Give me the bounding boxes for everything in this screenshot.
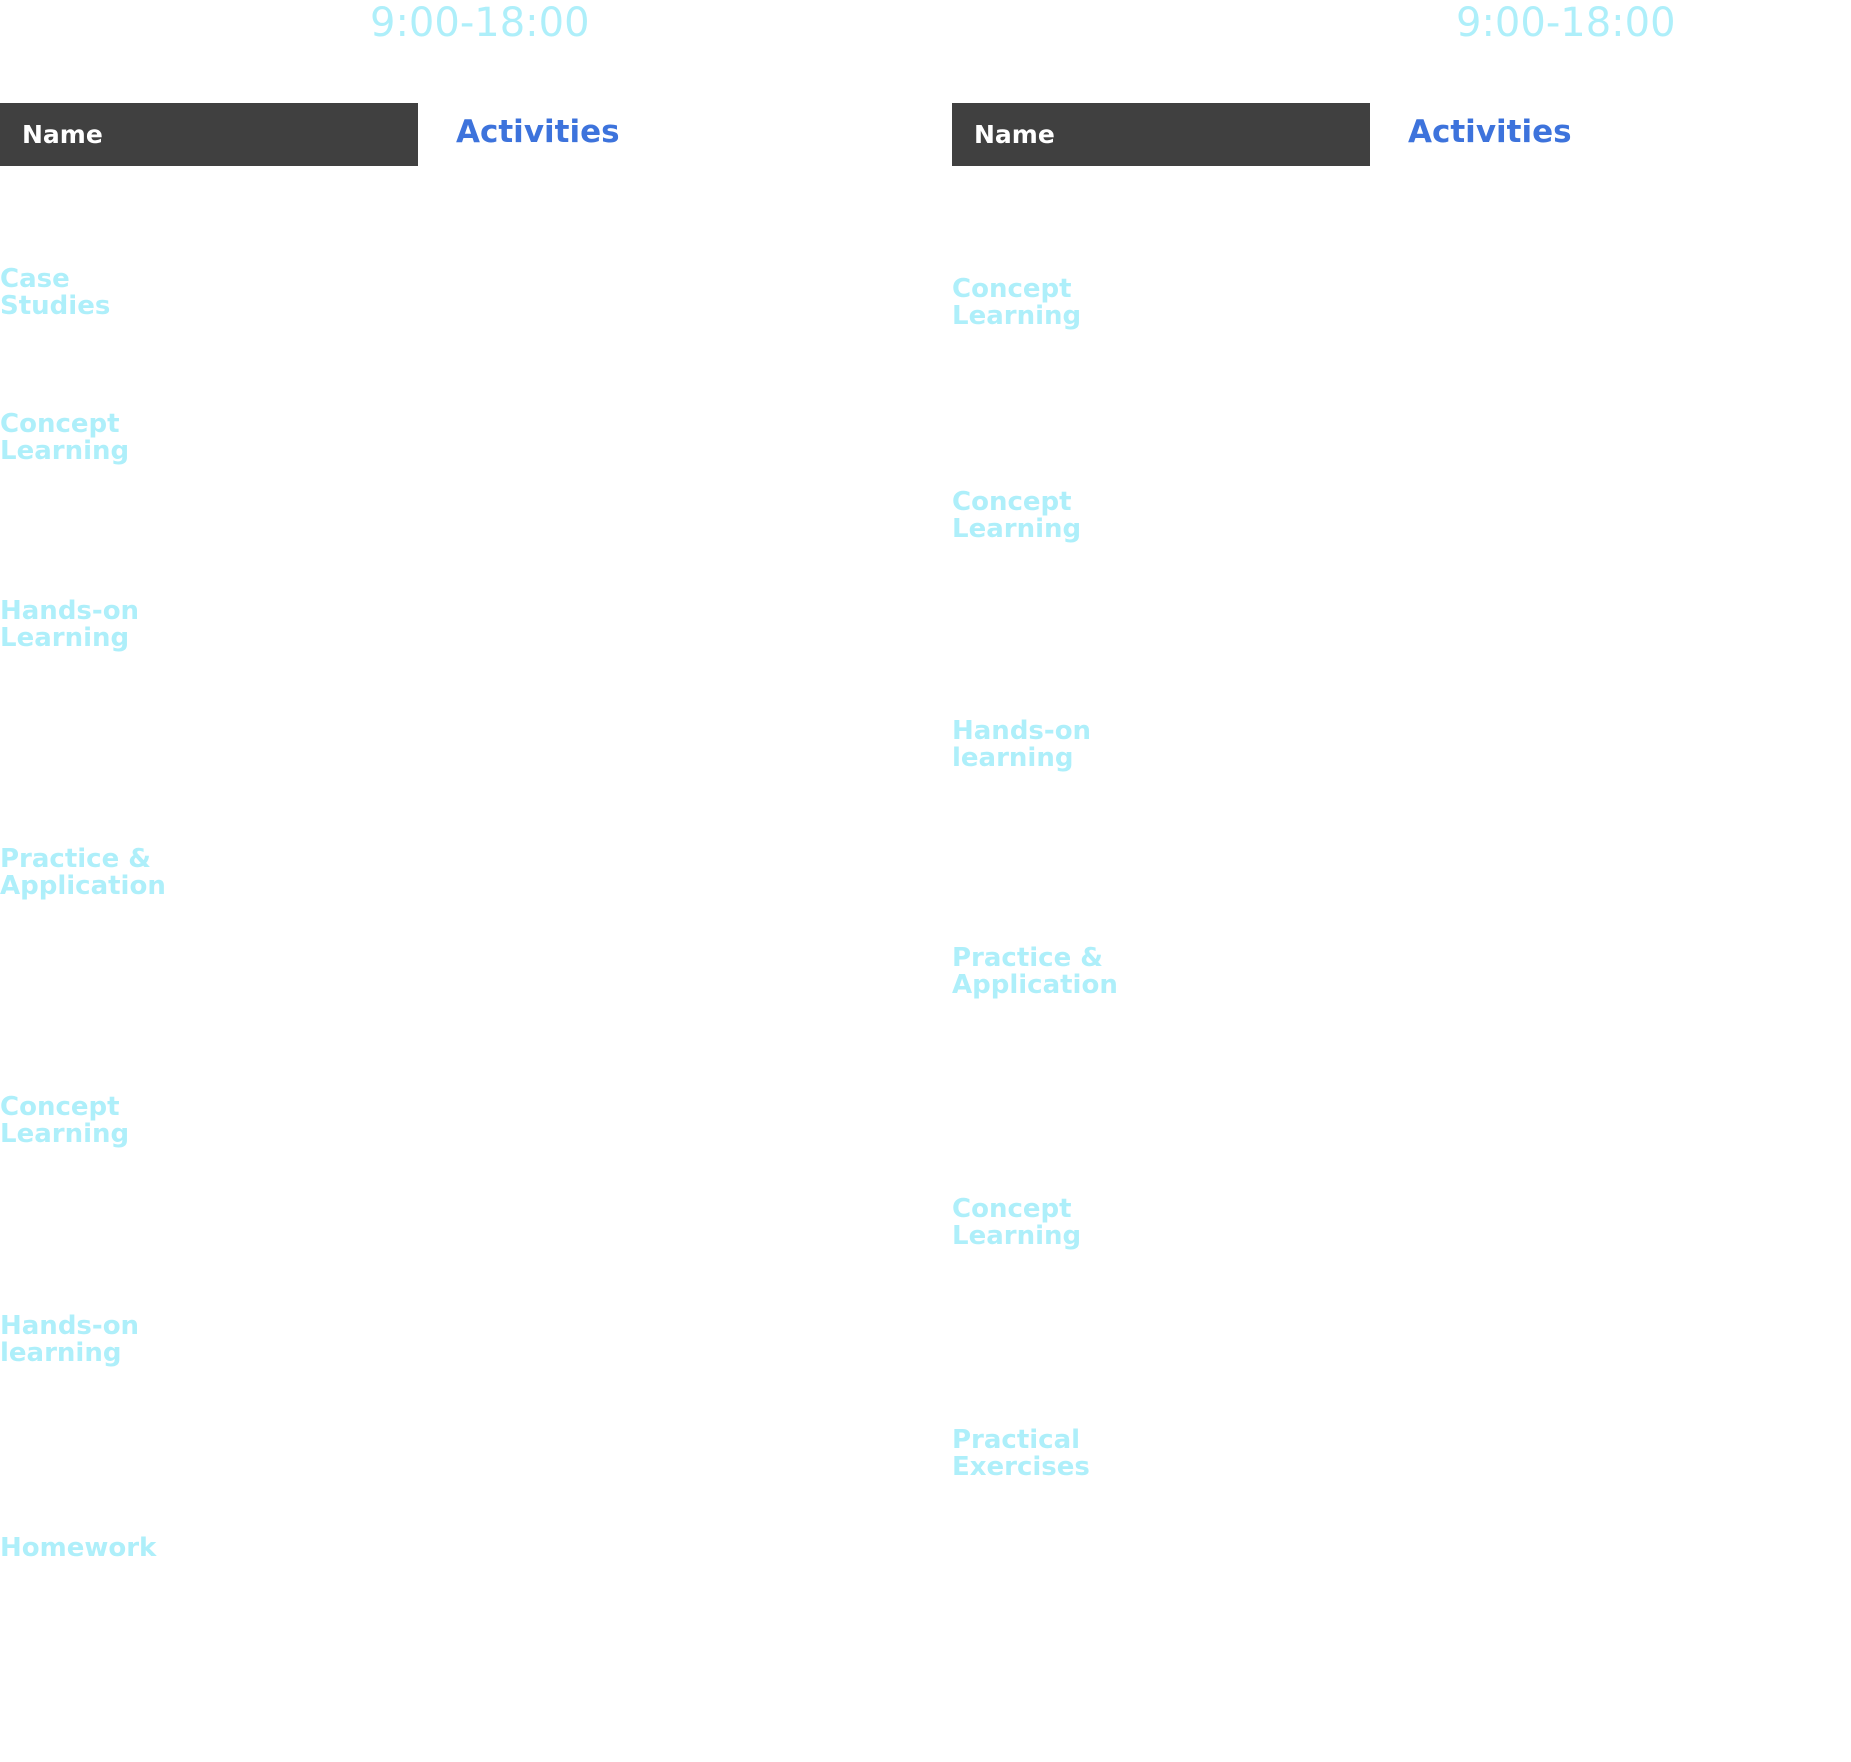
- activity-item: Hands-on learning: [952, 716, 1092, 773]
- name-column-header: Name: [0, 103, 418, 166]
- activity-item: Hands-on Learning: [0, 596, 140, 653]
- time-range: 9:00-18:00: [370, 0, 590, 46]
- activity-item: Case Studies: [0, 264, 111, 321]
- activity-item: Homework: [0, 1533, 157, 1563]
- time-range: 9:00-18:00: [1456, 0, 1676, 46]
- activity-item: Hands-on learning: [0, 1311, 140, 1368]
- activity-item: Practice & Application: [952, 943, 1118, 1000]
- activity-item: Concept Learning: [952, 487, 1082, 544]
- left-schedule-panel: [0, 0, 700, 1762]
- activities-column-header: Activities: [1408, 114, 1572, 150]
- activities-column-header: Activities: [456, 114, 620, 150]
- activity-item: Concept Learning: [0, 1092, 130, 1149]
- activity-item: Practice & Application: [0, 844, 166, 901]
- activity-item: Concept Learning: [952, 1194, 1082, 1251]
- activity-item: Concept Learning: [0, 409, 130, 466]
- activity-item: Concept Learning: [952, 274, 1082, 331]
- right-schedule-panel: [952, 0, 1676, 1762]
- name-column-header: Name: [952, 103, 1370, 166]
- activity-item: Practical Exercises: [952, 1425, 1090, 1482]
